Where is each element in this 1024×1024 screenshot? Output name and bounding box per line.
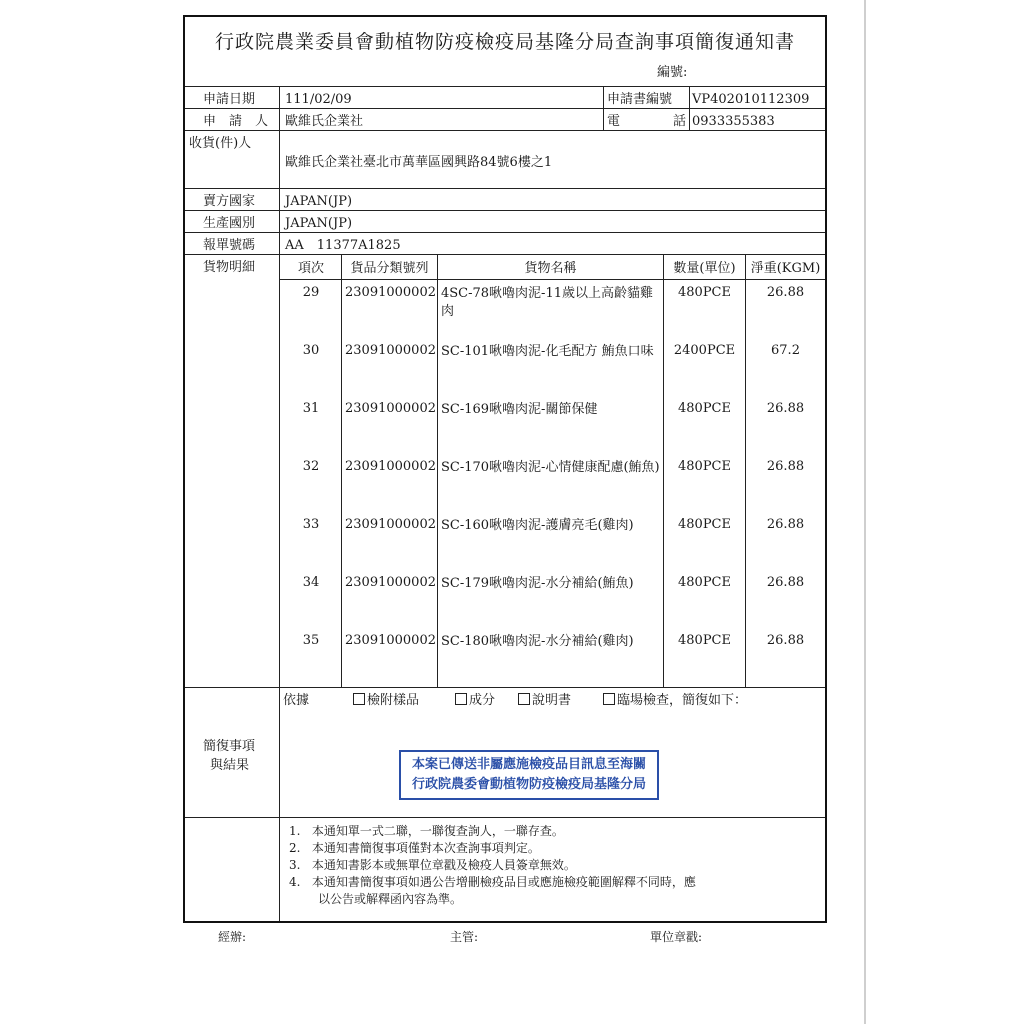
row-code: 23091000002	[345, 633, 436, 648]
notice-form	[183, 15, 827, 923]
result-label-2: 與結果	[210, 758, 250, 773]
phone-value: 0933355383	[692, 114, 775, 129]
row-name: SC-179啾嚕肉泥-水分補給(鮪魚)	[441, 576, 634, 591]
checkbox-icon	[518, 693, 530, 705]
row-weight: 26.88	[766, 575, 805, 590]
row-no: 33	[302, 517, 320, 532]
check-manual-label: 說明書	[532, 693, 572, 708]
row-no: 29	[302, 285, 320, 300]
row-qty: 480PCE	[678, 575, 731, 590]
result-label-1: 簡復事項	[203, 739, 256, 754]
app-no-value: VP402010112309	[692, 92, 810, 107]
row-weight: 26.88	[766, 459, 805, 474]
stamp-line-1: 本案已傳送非屬應施檢疫品目訊息至海關	[411, 757, 646, 772]
row-qty: 480PCE	[678, 459, 731, 474]
row-code: 23091000002	[345, 575, 436, 590]
note-text: 以公告或解釋函內容為準。	[318, 892, 463, 906]
row-weight: 26.88	[766, 517, 805, 532]
row-name: SC-170啾嚕肉泥-心情健康配慮(鮪魚)	[441, 460, 660, 475]
row-weight: 26.88	[766, 401, 805, 416]
note-item	[318, 891, 462, 908]
row-code: 23091000002	[345, 517, 436, 532]
row-no: 35	[302, 633, 320, 648]
check-ingredients[interactable]	[455, 693, 495, 709]
row-qty: 480PCE	[678, 285, 731, 300]
row-name: SC-180啾嚕肉泥-水分補給(雞肉)	[441, 634, 634, 649]
col-header-no: 項次	[297, 261, 324, 276]
row-code: 23091000002	[345, 285, 436, 300]
check-onsite[interactable]	[603, 693, 747, 709]
row-name: SC-160啾嚕肉泥-護膚亮毛(雞肉)	[441, 518, 634, 533]
check-sample-label: 檢附樣品	[367, 693, 420, 708]
origin-label: 生產國別	[203, 216, 256, 231]
note-text: 本通知書影本或無單位章戳及檢疫人員簽章無效。	[311, 858, 576, 872]
row-no: 34	[302, 575, 320, 590]
row-weight: 26.88	[766, 285, 805, 300]
basis-label: 依據	[283, 693, 310, 708]
row-weight: 67.2	[771, 343, 800, 358]
apply-date-value: 111/02/09	[285, 92, 352, 107]
row-qty: 480PCE	[678, 517, 731, 532]
consignee-label: 收貨(件)人	[189, 136, 252, 151]
row-name: SC-101啾嚕肉泥-化毛配方 鮪魚口味	[441, 344, 654, 359]
note-number: 1.	[289, 824, 301, 838]
note-text: 本通知書簡復事項僅對本次查詢事項判定。	[311, 841, 540, 855]
stamp-line-2: 行政院農委會動植物防疫檢疫局基隆分局	[411, 777, 646, 792]
note-number: 2.	[289, 841, 301, 855]
checkbox-icon	[603, 693, 615, 705]
row-qty: 480PCE	[678, 633, 731, 648]
row-no: 32	[302, 459, 320, 474]
apply-date-label: 申請日期	[203, 92, 256, 107]
row-qty: 480PCE	[678, 401, 731, 416]
phone-label-1: 電	[607, 114, 621, 129]
footer-supervisor: 主管:	[450, 930, 479, 944]
row-weight: 26.88	[766, 633, 805, 648]
col-header-name: 貨物名稱	[524, 261, 577, 276]
app-no-label: 申請書編號	[607, 92, 673, 107]
seller-country-value: JAPAN(JP)	[285, 194, 353, 209]
row-no: 30	[302, 343, 320, 358]
check-manual[interactable]	[518, 693, 571, 709]
page-edge-line	[864, 0, 866, 1024]
note-item	[289, 840, 540, 857]
col-header-weight: 淨重(KGM)	[750, 261, 821, 276]
phone-label-2: 話	[673, 114, 687, 129]
col-header-qty: 數量(單位)	[673, 261, 736, 276]
check-sample[interactable]	[353, 693, 419, 709]
row-code: 23091000002	[345, 459, 436, 474]
note-item	[289, 823, 564, 840]
checkbox-icon	[353, 693, 365, 705]
declaration-value: AA 11377A1825	[285, 238, 401, 253]
footer-seal: 單位章戳:	[650, 930, 703, 944]
goods-label: 貨物明細	[203, 260, 256, 275]
footer-handler: 經辦:	[218, 930, 247, 944]
note-item	[289, 857, 576, 874]
consignee-value: 歐維氏企業社臺北市萬華區國興路84號6樓之1	[285, 155, 553, 170]
note-item	[289, 874, 696, 891]
note-number: 3.	[289, 858, 301, 872]
seller-country-label: 賣方國家	[203, 194, 256, 209]
origin-value: JAPAN(JP)	[285, 216, 353, 231]
applicant-label: 申 請 人	[203, 114, 269, 129]
form-title: 行政院農業委員會動植物防疫檢疫局基隆分局查詢事項簡復通知書	[214, 31, 795, 53]
check-onsite-label: 臨場檢查，簡復如下：	[617, 693, 748, 708]
row-code: 23091000002	[345, 401, 436, 416]
check-ingredients-label: 成分	[469, 693, 496, 708]
row-qty: 2400PCE	[673, 343, 736, 358]
applicant-value: 歐維氏企業社	[285, 114, 364, 129]
col-header-code: 貨品分類號列	[350, 261, 429, 276]
note-text: 本通知書簡復事項如遇公告增刪檢疫品目或應施檢疫範圍解釋不同時，應	[311, 875, 696, 889]
declaration-label: 報單號碼	[203, 238, 256, 253]
note-number: 4.	[289, 875, 301, 889]
result-stamp	[399, 750, 659, 800]
row-name: 4SC-78啾嚕肉泥-11歲以上高齡貓雞肉	[441, 286, 653, 319]
row-no: 31	[302, 401, 320, 416]
note-text: 本通知單一式二聯，一聯復查詢人，一聯存查。	[311, 824, 564, 838]
checkbox-icon	[455, 693, 467, 705]
serial-label: 編號:	[657, 65, 688, 80]
row-name: SC-169啾嚕肉泥-關節保健	[441, 402, 598, 417]
row-code: 23091000002	[345, 343, 436, 358]
